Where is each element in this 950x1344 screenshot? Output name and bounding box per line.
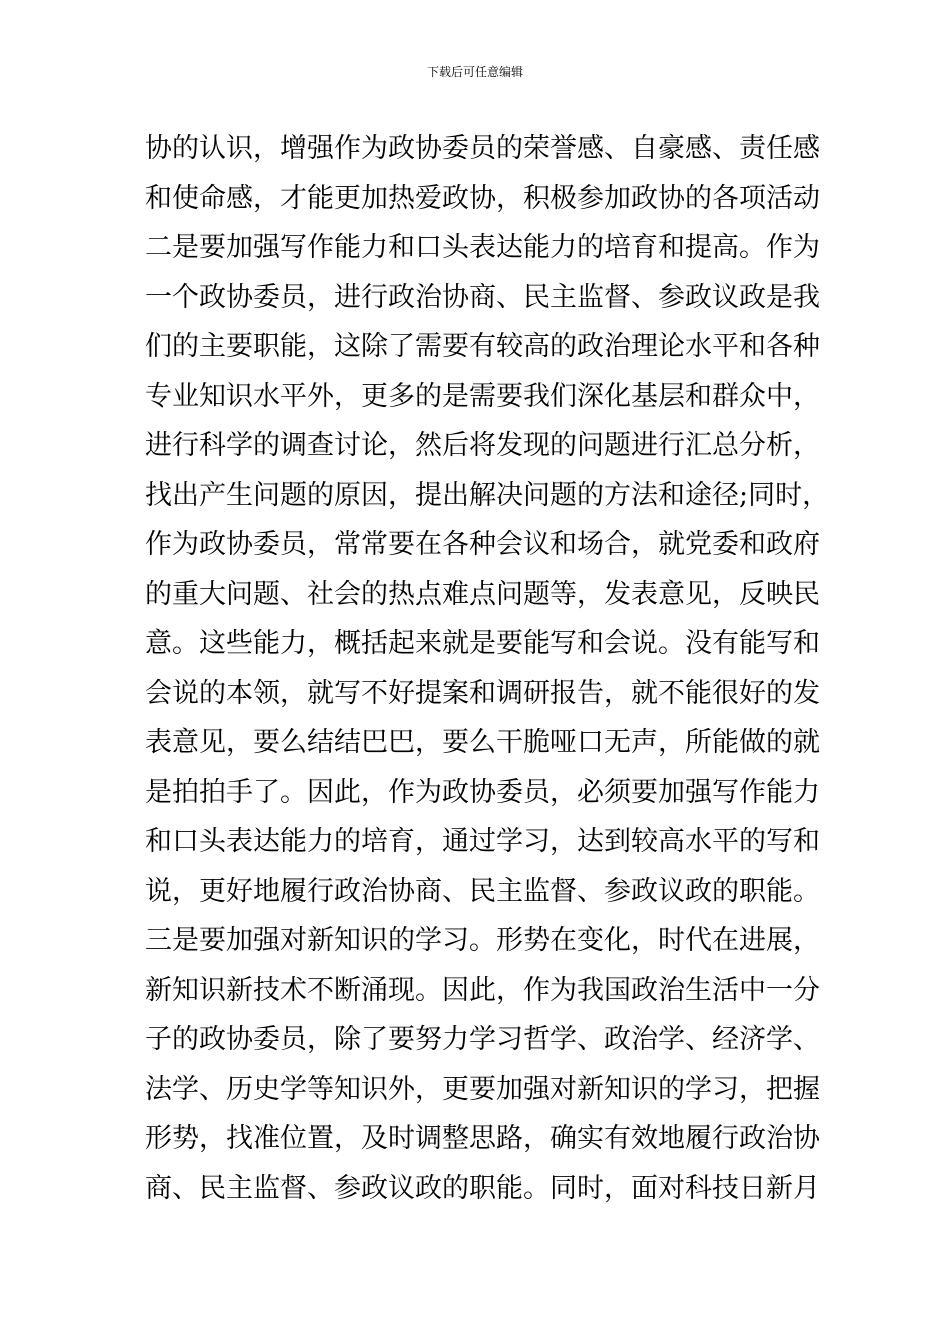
text-line: 和使命感，才能更加热爱政协，积极参加政协的各项活动	[145, 182, 820, 214]
text-line: 的重大问题、社会的热点难点问题等，发表意见，反映民	[145, 578, 820, 610]
text-line: 表意见，要么结结巴巴，要么干脆哑口无声，所能做的就	[145, 727, 820, 758]
page-header: 下载后可任意编辑	[426, 65, 523, 79]
text-line: 专业知识水平外，更多的是需要我们深化基层和群众中，	[145, 380, 820, 412]
text-line: 会说的本领，就写不好提案和调研报告，就不能很好的发	[145, 677, 820, 709]
text-line: 法学、历史学等知识外，更要加强对新知识的学习，把握	[145, 1073, 820, 1105]
text-line: 形势，找准位置，及时调整思路，确实有效地履行政治协	[145, 1123, 820, 1154]
text-line: 作为政协委员，常常要在各种会议和场合，就党委和政府	[145, 529, 820, 560]
text-line: 意。这些能力，概括起来就是要能写和会说。没有能写和	[145, 628, 820, 659]
text-line: 二是要加强写作能力和口头表达能力的培育和提高。作为	[145, 232, 820, 263]
text-line: 进行科学的调查讨论，然后将发现的问题进行汇总分析，	[145, 430, 820, 461]
text-line: 们的主要职能，这除了需要有较高的政治理论水平和各种	[145, 331, 820, 362]
text-line: 新知识新技术不断涌现。因此，作为我国政治生活中一分	[145, 974, 820, 1006]
text-line: 三是要加强对新知识的学习。形势在变化，时代在进展，	[145, 925, 820, 956]
text-line: 找出产生问题的原因，提出解决问题的方法和途径;同时，	[145, 479, 830, 511]
text-line: 说，更好地履行政治协商、民主监督、参政议政的职能。	[145, 875, 820, 907]
document-body	[145, 124, 830, 1213]
text-line: 和口头表达能力的培育，通过学习，达到较高水平的写和	[145, 826, 820, 857]
text-line: 一个政协委员，进行政治协商、民主监督、参政议政是我	[145, 281, 820, 313]
text-line: 子的政协委员，除了要努力学习哲学、政治学、经济学、	[145, 1024, 820, 1055]
text-line: 是拍拍手了。因此，作为政协委员，必须要加强写作能力	[145, 776, 820, 808]
text-line: 商、民主监督、参政议政的职能。同时，面对科技日新月	[145, 1172, 820, 1204]
text-line: 协的认识，增强作为政协委员的荣誉感、自豪感、责任感	[145, 133, 820, 164]
